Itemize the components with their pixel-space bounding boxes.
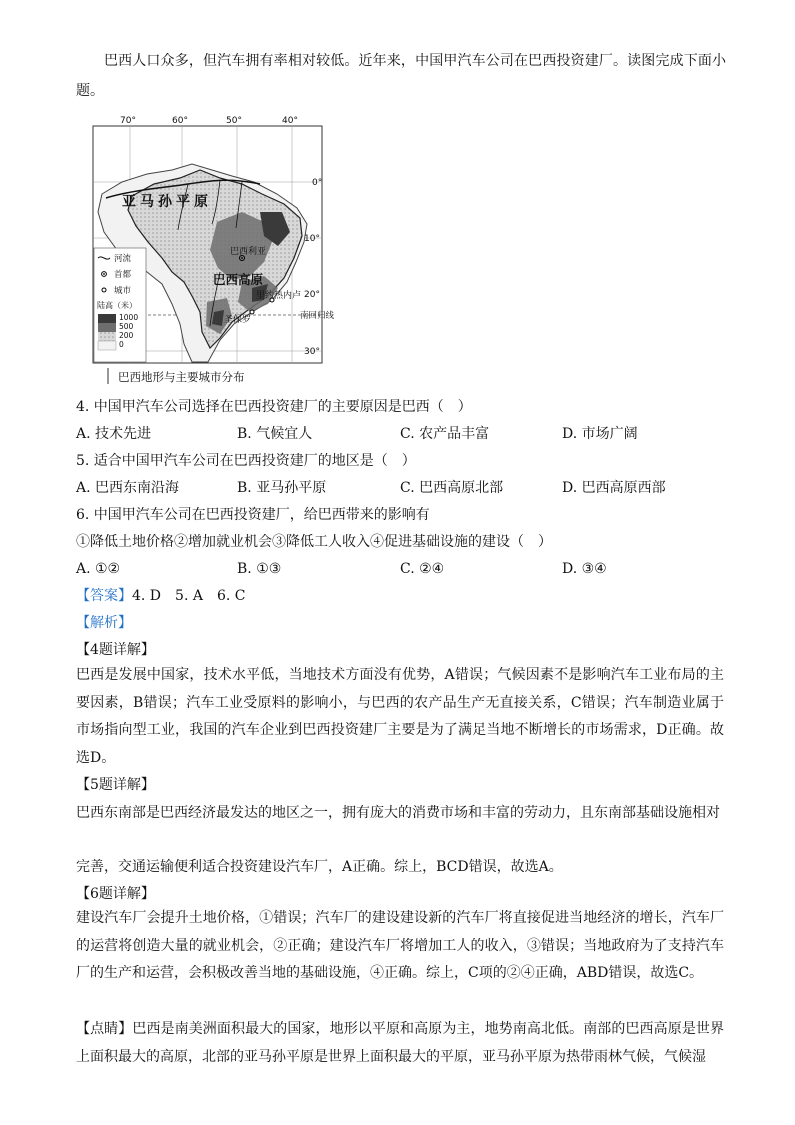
answer-tag: 【答案】 bbox=[76, 588, 132, 604]
tip-tag: 【点睛】 bbox=[76, 1021, 133, 1037]
q6-option-d[interactable]: D. ③④ bbox=[562, 561, 607, 577]
q4-stem: 4. 中国甲汽车公司选择在巴西投资建厂的主要原因是巴西（ ） bbox=[76, 399, 472, 415]
lat-label-0: 0° bbox=[312, 178, 323, 188]
label-amazon: 亚马孙平原 bbox=[122, 194, 212, 210]
lat-label-20: 20° bbox=[304, 290, 320, 300]
q5-option-a[interactable]: A. 巴西东南沿海 bbox=[76, 480, 180, 496]
legend-0: 0 bbox=[119, 340, 124, 349]
answer-text: 4. D 5. A 6. C bbox=[132, 588, 246, 604]
tip-paragraph bbox=[76, 1016, 724, 1071]
brazil-map bbox=[92, 112, 335, 390]
label-tropic: 南回归线 bbox=[300, 311, 335, 321]
d5-text-1: 巴西东南部是巴西经济最发达的地区之一，拥有庞大的消费市场和丰富的劳动力，且东南部基础设施相对 bbox=[76, 805, 720, 821]
legend-500: 500 bbox=[119, 322, 134, 331]
q4-option-c[interactable]: C. 农产品丰富 bbox=[400, 426, 490, 442]
legend-200: 200 bbox=[119, 331, 134, 340]
d4-text: 巴西是发展中国家，技术水平低，当地技术方面没有优势，A错误；气候因素不是影响汽车工业布局的主要因素，B错误；汽车工业受原料的影响小，与巴西的农产品生产无直接关系，C错误；汽车制造业属于市场指向型工业，我国的汽车企业到巴西投资建厂主要是为了满足当地不断增长的市场需求，D正确。故选D。 bbox=[76, 667, 724, 766]
label-plateau: 巴西高原 bbox=[213, 272, 264, 287]
lat-label-10: 10° bbox=[304, 234, 320, 244]
legend-elev-title: 陆高（米） bbox=[97, 301, 137, 310]
q6-option-b[interactable]: B. ①③ bbox=[237, 561, 282, 577]
q6-stem: 6. 中国甲汽车公司在巴西投资建厂，给巴西带来的影响有 bbox=[76, 507, 430, 523]
q5-option-b[interactable]: B. 亚马孙平原 bbox=[237, 480, 327, 496]
lon-label-50: 50° bbox=[226, 116, 242, 126]
map-legend bbox=[94, 248, 146, 362]
d6-text: 建设汽车厂会提升土地价格，①错误；汽车厂的建设建设新的汽车厂将直接促进当地经济的增长，汽车厂的运营将创造大量的就业机会，②正确；建设汽车厂将增加工人的收入，③错误；当地政府为了支持汽车厂的生产和运营，会积极改善当地的基础设施，④正确。综上，C项的②④正确，ABD错误，故选C。 bbox=[76, 910, 724, 981]
q4-option-a[interactable]: A. 技术先进 bbox=[76, 426, 152, 442]
answer-line bbox=[76, 586, 245, 606]
d6-title: 【6题详解】 bbox=[76, 886, 155, 902]
legend-river: 河流 bbox=[114, 254, 132, 264]
analysis-tag: 【解析】 bbox=[76, 615, 132, 631]
q6-sub: ①降低土地价格②增加就业机会③降低工人收入④促进基础设施的建设（ ） bbox=[76, 534, 552, 550]
legend-city: 城市 bbox=[114, 286, 132, 296]
map-caption: 巴西地形与主要城市分布 bbox=[118, 370, 245, 384]
q5-stem: 5. 适合中国甲汽车公司在巴西投资建厂的地区是（ ） bbox=[76, 453, 416, 469]
d4-title: 【4题详解】 bbox=[76, 642, 155, 658]
q4-option-b[interactable]: B. 气候宜人 bbox=[237, 426, 313, 442]
q5-option-c[interactable]: C. 巴西高原北部 bbox=[400, 480, 504, 496]
d5-title: 【5题详解】 bbox=[76, 777, 155, 793]
lon-label-70: 70° bbox=[120, 116, 136, 126]
q6-option-c[interactable]: C. ②④ bbox=[400, 561, 445, 577]
lat-label-30: 30° bbox=[304, 347, 320, 357]
intro-paragraph: 巴西人口众多，但汽车拥有率相对较低。近年来，中国甲汽车公司在巴西投资建厂。读图完成下面小题。 bbox=[76, 53, 726, 99]
lon-label-60: 60° bbox=[172, 116, 188, 126]
q4-option-d[interactable]: D. 市场广阔 bbox=[562, 426, 638, 442]
q6-option-a[interactable]: A. ①② bbox=[76, 561, 121, 577]
tip-text: 巴西是南美洲面积最大的国家，地形以平原和高原为主，地势南高北低。南部的巴西高原是世界上面积最大的高原，北部的亚马孙平原是世界上面积最大的平原，亚马孙平原为热带雨林气候，气候湿 bbox=[76, 1021, 725, 1065]
label-saopaulo: 圣保罗 bbox=[224, 315, 252, 325]
label-brasilia: 巴西利亚 bbox=[230, 247, 267, 257]
legend-1000: 1000 bbox=[119, 313, 139, 322]
saopaulo-marker bbox=[250, 310, 254, 314]
q5-option-d[interactable]: D. 巴西高原西部 bbox=[562, 480, 666, 496]
d5-text-2: 完善，交通运输便利适合投资建设汽车厂，A正确。综上，BCD错误，故选A。 bbox=[76, 859, 563, 875]
label-rio: 里约热内卢 bbox=[256, 291, 302, 301]
lon-label-40: 40° bbox=[282, 116, 298, 126]
legend-capital: 首都 bbox=[114, 270, 132, 280]
